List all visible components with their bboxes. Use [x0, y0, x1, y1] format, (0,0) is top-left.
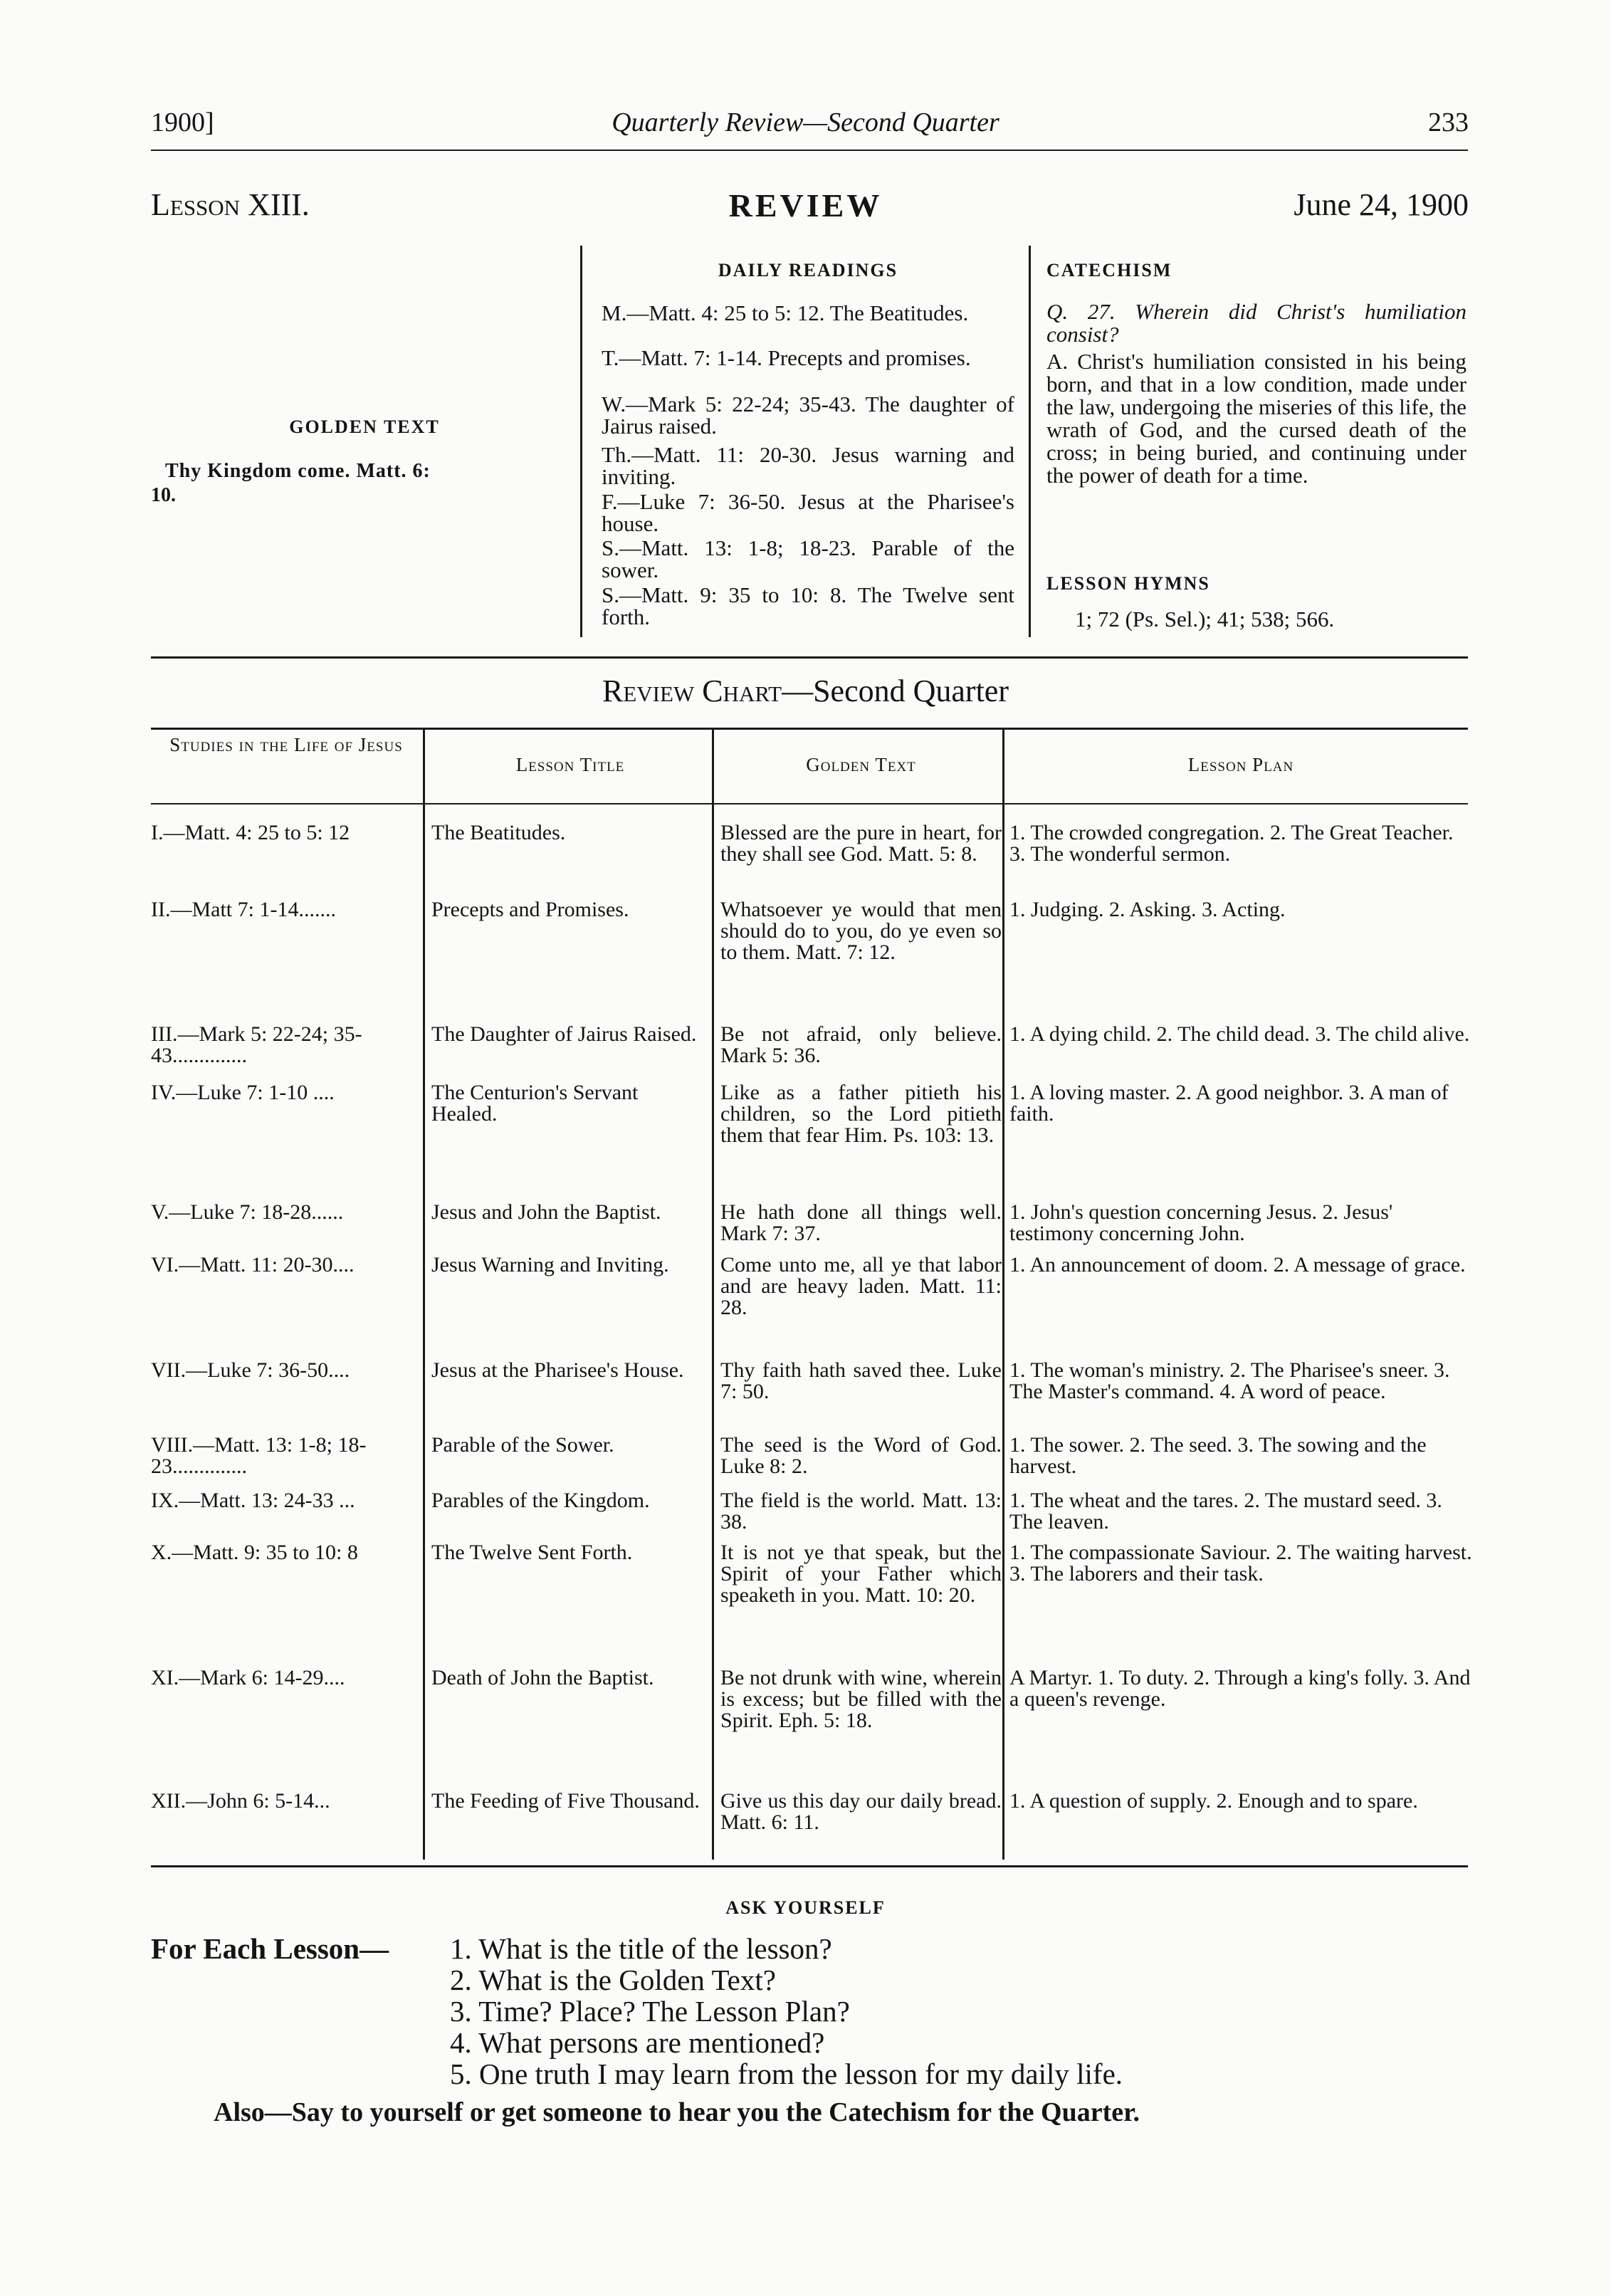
golden-text-line1: Thy Kingdom come. Matt. 6:	[165, 460, 431, 482]
daily-reading-item: S.—Matt. 13: 1-8; 18-23. Parable of the sower.	[602, 535, 1014, 582]
row-study: III.—Mark 5: 22-24; 35-43..............	[151, 1022, 362, 1067]
lesson-number: Lesson XIII.	[151, 187, 310, 222]
catechism-answer: A. Christ's humiliation consisted in his being born, and that in a low condition, made under the law, undergoing the miseries of this life, the wrath of God, and the cursed death of the cross; in being buried, and continuing under the power of death for a time.	[1046, 349, 1466, 488]
row-study: X.—Matt. 9: 35 to 10: 8	[151, 1541, 358, 1564]
row-title: The Daughter of Jairus Raised.	[431, 1022, 697, 1046]
chart-bottom-rule	[151, 1865, 1468, 1867]
daily-reading-item: S.—Matt. 9: 35 to 10: 8. The Twelve sent forth.	[602, 582, 1014, 629]
row-plan: 1. A question of supply. 2. Enough and to spare.	[1009, 1789, 1418, 1813]
row-plan: A Martyr. 1. To duty. 2. Through a king's folly. 3. And a queen's revenge.	[1009, 1666, 1471, 1711]
lesson-hymns-heading: LESSON HYMNS	[1046, 573, 1210, 594]
ask-question: 2. What is the Golden Text?	[450, 1964, 776, 1996]
header-studies: Studies in the Life of Jesus	[169, 734, 403, 755]
row-study: IV.—Luke 7: 1-10 ....	[151, 1081, 335, 1104]
row-plan: 1. The crowded congregation. 2. The Great Teacher. 3. The wonderful sermon.	[1009, 821, 1454, 866]
ask-question: 1. What is the title of the lesson?	[450, 1932, 832, 1965]
row-study: VIII.—Matt. 13: 1-8; 18-23..............	[151, 1433, 367, 1478]
daily-reading-item: W.—Mark 5: 22-24; 35-43. The daughter of Jairus raised.	[602, 392, 1014, 439]
page-number: 233	[1428, 108, 1469, 137]
row-title: Jesus at the Pharisee's House.	[431, 1358, 684, 1382]
row-plan: 1. The compassionate Saviour. 2. The waiting harvest. 3. The laborers and their task.	[1009, 1541, 1472, 1585]
row-plan: 1. John's question concerning Jesus. 2. Jesus' testimony concerning John.	[1009, 1200, 1393, 1245]
row-golden: The field is the world. Matt. 13: 38.	[720, 1489, 1002, 1534]
catechism-question: Q. 27. Wherein did Christ's humiliation consist?	[1046, 299, 1466, 347]
chart-header-rule	[151, 803, 1468, 804]
row-golden: The seed is the Word of God. Luke 8: 2.	[720, 1433, 1002, 1478]
catechism-heading: CATECHISM	[1046, 260, 1172, 281]
lesson-hymns: 1; 72 (Ps. Sel.); 41; 538; 566.	[1075, 607, 1335, 631]
column-divider	[1029, 246, 1031, 637]
review-chart-title	[0, 673, 1611, 709]
review-chart-title-rest: —Second Quarter	[782, 673, 1009, 708]
running-title: Quarterly Review—Second Quarter	[612, 108, 999, 137]
row-golden: Be not afraid, only believe. Mark 5: 36.	[720, 1022, 1002, 1067]
row-title: Death of John the Baptist.	[431, 1666, 654, 1689]
row-title: Parables of the Kingdom.	[431, 1489, 650, 1512]
row-plan: 1. A dying child. 2. The child dead. 3. The child alive.	[1009, 1022, 1470, 1046]
chart-column-divider	[712, 728, 714, 1860]
daily-reading-item: T.—Matt. 7: 1-14. Precepts and promises.	[602, 345, 971, 370]
header-lesson-title: Lesson Title	[515, 754, 625, 775]
row-plan: 1. The woman's ministry. 2. The Pharisee's sneer. 3. The Master's command. 4. A word of peace.	[1009, 1358, 1450, 1403]
ask-yourself-heading: ASK YOURSELF	[725, 1897, 886, 1918]
row-golden: Be not drunk with wine, wherein is excess; but be filled with the Spirit. Eph. 5: 18.	[720, 1666, 1002, 1732]
header-lesson-plan: Lesson Plan	[1187, 754, 1294, 775]
row-golden: Like as a father pitieth his children, so the Lord pitieth them that fear Him. Ps. 103: 13.	[720, 1081, 1002, 1147]
lesson-title: REVIEW	[728, 187, 883, 224]
row-study: VI.—Matt. 11: 20-30....	[151, 1253, 355, 1277]
row-study: II.—Matt 7: 1-14.......	[151, 898, 336, 921]
row-title: Precepts and Promises.	[431, 898, 629, 921]
golden-text-line2: 10.	[151, 484, 176, 506]
column-divider	[580, 246, 582, 637]
chart-column-divider	[1002, 728, 1004, 1860]
row-study: V.—Luke 7: 18-28......	[151, 1200, 344, 1224]
ask-question: 5. One truth I may learn from the lesson for my daily life.	[450, 2058, 1123, 2090]
ask-question: 3. Time? Place? The Lesson Plan?	[450, 1995, 850, 2028]
row-study: XII.—John 6: 5-14...	[151, 1789, 330, 1813]
row-plan: 1. An announcement of doom. 2. A message of grace.	[1009, 1253, 1466, 1277]
daily-reading-item: M.—Matt. 4: 25 to 5: 12. The Beatitudes.	[602, 300, 969, 325]
row-title: The Centurion's Servant Healed.	[431, 1081, 639, 1126]
chart-top-rule	[151, 728, 1468, 730]
row-plan: 1. A loving master. 2. A good neighbor. 3. A man of faith.	[1009, 1081, 1449, 1126]
row-golden: Thy faith hath saved thee. Luke 7: 50.	[720, 1358, 1002, 1403]
chart-column-divider	[423, 728, 425, 1860]
row-golden: It is not ye that speak, but the Spirit of your Father which speaketh in you. Matt. 10: 20.	[720, 1541, 1002, 1607]
row-golden: Blessed are the pure in heart, for they shall see God. Matt. 5: 8.	[720, 821, 1002, 866]
section-rule	[151, 656, 1468, 659]
row-golden: Give us this day our daily bread. Matt. 6: 11.	[720, 1789, 1002, 1834]
row-plan: 1. The wheat and the tares. 2. The mustard seed. 3. The leaven.	[1009, 1489, 1442, 1534]
row-title: The Feeding of Five Thousand.	[431, 1789, 700, 1813]
row-title: Jesus Warning and Inviting.	[431, 1253, 669, 1277]
ask-lead: For Each Lesson—	[151, 1932, 389, 1965]
row-plan: 1. Judging. 2. Asking. 3. Acting.	[1009, 898, 1286, 921]
head-rule	[151, 150, 1468, 151]
lesson-date: June 24, 1900	[1293, 187, 1469, 222]
page-year: 1900]	[151, 108, 214, 137]
row-title: The Beatitudes.	[431, 821, 566, 844]
review-chart-title-main: Review Chart	[602, 673, 782, 708]
row-title: Parable of the Sower.	[431, 1433, 614, 1457]
row-study: IX.—Matt. 13: 24-33 ...	[151, 1489, 355, 1512]
row-golden: Whatsoever ye would that men should do to you, do ye even so to them. Matt. 7: 12.	[720, 898, 1002, 964]
golden-text-heading: GOLDEN TEXT	[289, 416, 440, 437]
row-golden: He hath done all things well. Mark 7: 37.	[720, 1200, 1002, 1245]
daily-reading-item: F.—Luke 7: 36-50. Jesus at the Pharisee's house.	[602, 489, 1014, 536]
row-title: The Twelve Sent Forth.	[431, 1541, 633, 1564]
row-study: XI.—Mark 6: 14-29....	[151, 1666, 345, 1689]
row-study: I.—Matt. 4: 25 to 5: 12	[151, 821, 350, 844]
ask-question: 4. What persons are mentioned?	[450, 2026, 825, 2059]
ask-also: Also—Say to yourself or get someone to hear you the Catechism for the Quarter.	[214, 2097, 1140, 2127]
row-study: VII.—Luke 7: 36-50....	[151, 1358, 350, 1382]
daily-readings-heading: DAILY READINGS	[718, 260, 898, 281]
row-title: Jesus and John the Baptist.	[431, 1200, 661, 1224]
row-golden: Come unto me, all ye that labor and are heavy laden. Matt. 11: 28.	[720, 1253, 1002, 1319]
row-plan: 1. The sower. 2. The seed. 3. The sowing and the harvest.	[1009, 1433, 1427, 1478]
daily-reading-item: Th.—Matt. 11: 20-30. Jesus warning and inviting.	[602, 442, 1014, 489]
header-golden-text: Golden Text	[806, 754, 916, 775]
